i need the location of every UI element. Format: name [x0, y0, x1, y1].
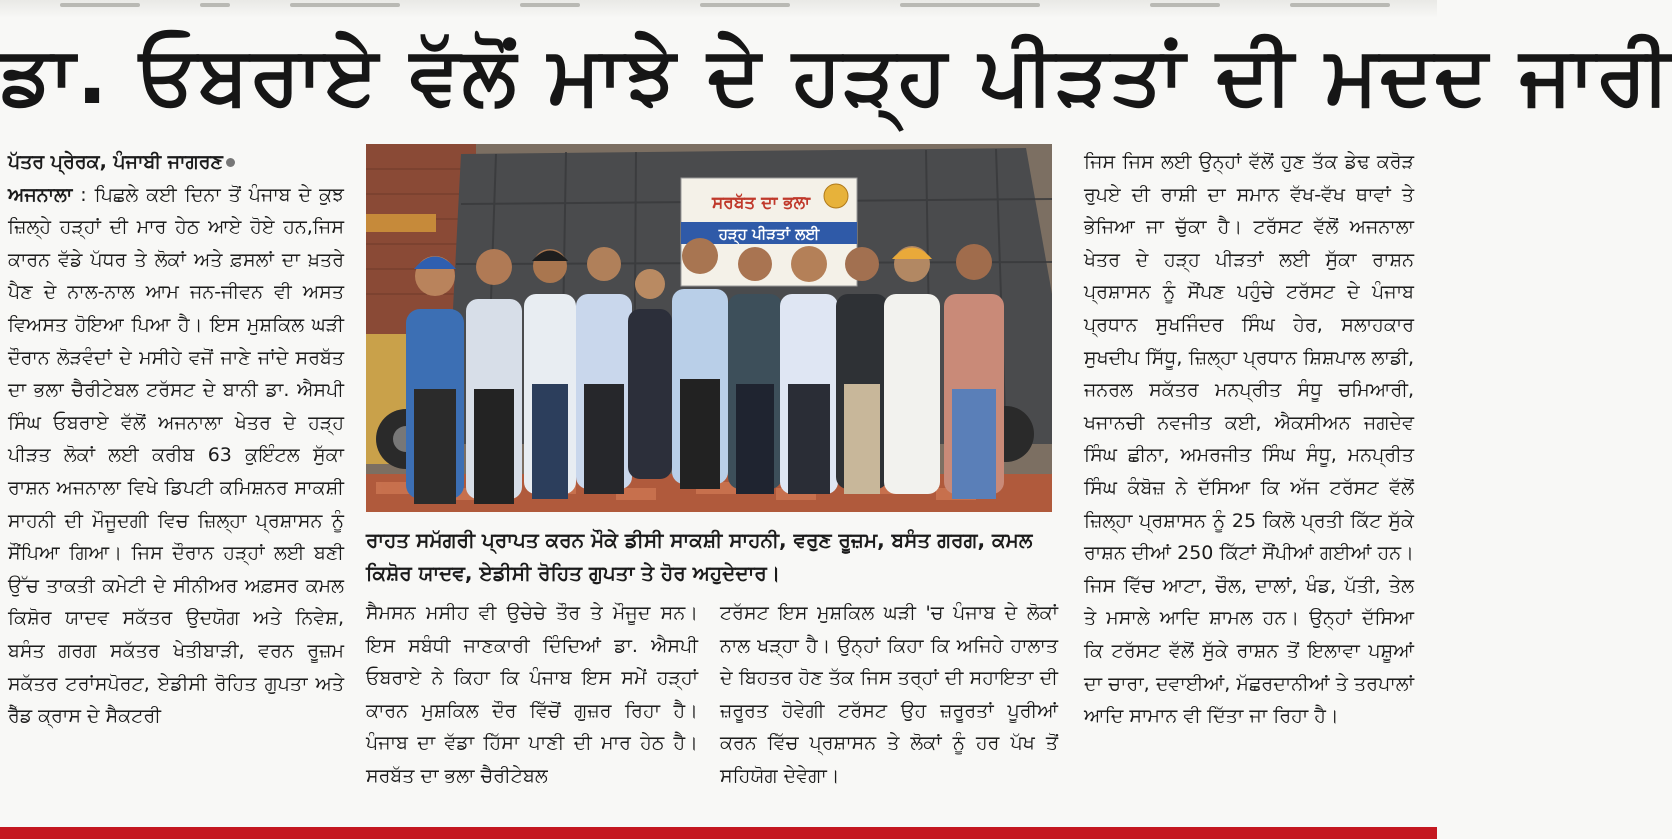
article-column-1: ਪੱਤਰ ਪ੍ਰੇਰਕ, ਪੰਜਾਬੀ ਜਾਗਰਣ ਅਜਨਾਲਾ : ਪਿਛਲੇ ਕਈ ਦਿਨਾ ਤੋਂ ਪੰਜਾਬ ਦੇ ਕੁਝ ਜ਼ਿਲ੍ਹੇ ਹੜ੍ਹਾਂ ਦੀ ਮਾਰ ਹੇਠ ਆਏ ਹੋਏ ਹਨ,ਜਿਸ ਕਾਰਨ ਵੱਡੇ ਪੱਧਰ ਤੇ ਲੋਕਾਂ ਅਤੇ ਫ਼ਸਲਾਂ ਦਾ ਖ਼ਤਰੇ ਪੈਣ ਦੇ ਨਾਲ-ਨਾਲ ਆਮ ਜਨ-ਜੀਵਨ ਵੀ ਅਸਤ ਵਿਅਸਤ ਹੋਇਆ ਪਿਆ ਹੈ। ਇਸ ਮੁਸ਼ਕਿਲ ਘੜੀ ਦੌਰਾਨ ਲੋੜਵੰਦਾਂ ਦੇ ਮਸੀਹੇ ਵਜੋਂ ਜਾਣੇ ਜਾਂਦੇ ਸਰਬੱਤ ਦਾ ਭਲਾ ਚੈਰੀਟੇਬਲ ਟਰੱਸਟ ਦੇ ਬਾਨੀ ਡਾ. ਐਸਪੀ ਸਿੰਘ ਓਬਰਾਏ ਵੱਲੋਂ ਅਜਨਾਲਾ ਖੇਤਰ ਦੇ ਹੜ੍ਹ ਪੀੜਤ ਲੋਕਾਂ ਲਈ ਕਰੀਬ 63 ਕੁਇੰਟਲ ਸੁੱਕਾ ਰਾਸ਼ਨ ਅਜਨਾਲਾ ਵਿਖੇ ਡਿਪਟੀ ਕਮਿਸ਼ਨਰ ਸਾਕਸ਼ੀ ਸਾਹਨੀ ਦੀ ਮੌਜੂਦਗੀ ਵਿਚ ਜ਼ਿਲ੍ਹਾ ਪ੍ਰਸ਼ਾਸਨ ਨੂੰ ਸੌਂਪਿਆ ਗਿਆ। ਜਿਸ ਦੌਰਾਨ ਹੜ੍ਹਾਂ ਲਈ ਬਣੀ ਉੱਚ ਤਾਕਤੀ ਕਮੇਟੀ ਦੇ ਸੀਨੀਅਰ ਅਫ਼ਸਰ ਕਮਲ ਕਿਸ਼ੋਰ ਯਾਦਵ ਸਕੱਤਰ ਉਦਯੋਗ ਅਤੇ ਨਿਵੇਸ਼, ਬਸੰਤ ਗਰਗ ਸਕੱਤਰ ਖੇਤੀਬਾੜੀ, ਵਰਨ ਰੂਜ਼ਮ ਸਕੱਤਰ ਟਰਾਂਸਪੋਰਟ, ਏਡੀਸੀ ਰੋਹਿਤ ਗੁਪਤਾ ਅਤੇ ਰੈੱਡ ਕ੍ਰਾਸ ਦੇ ਸੈਕਟਰੀ [8, 151, 344, 728]
article-column-2: ਸੈਮਸਨ ਮਸੀਹ ਵੀ ਉਚੇਚੇ ਤੌਰ ਤੇ ਮੌਜੂਦ ਸਨ। ਇਸ ਸਬੰਧੀ ਜਾਣਕਾਰੀ ਦਿੰਦਿਆਂ ਡਾ. ਐਸਪੀ ਓਬਰਾਏ ਨੇ ਕਿਹਾ ਕਿ ਪੰਜਾਬ ਇਸ ਸਮੇਂ ਹੜ੍ਹਾਂ ਕਾਰਨ ਮੁਸ਼ਕਿਲ ਦੌਰ ਵਿੱਚੋਂ ਗੁਜ਼ਰ ਰਿਹਾ ਹੈ। ਪੰਜਾਬ ਦਾ ਵੱਡਾ ਹਿੱਸਾ ਪਾਣੀ ਦੀ ਮਾਰ ਹੇਠ ਹੈ। ਸਰਬੱਤ ਦਾ ਭਲਾ ਚੈਰੀਟੇਬਲ [366, 602, 698, 787]
banner-title: ਸਰਬੱਤ ਦਾ ਭਲਾ [711, 193, 811, 213]
bottom-accent-bar [0, 827, 1437, 839]
photo-caption: ਰਾਹਤ ਸਮੱਗਰੀ ਪ੍ਰਾਪਤ ਕਰਨ ਮੌਕੇ ਡੀਸੀ ਸਾਕਸ਼ੀ ਸਾਹਨੀ, ਵਰੁਣ ਰੂਜ਼ਮ, ਬਸੰਤ ਗਰਗ, ਕਮਲ ਕਿਸ਼ੋਰ ਯਾਦਵ, ਏਡੀਸੀ ਰੋਹਿਤ ਗੁਪਤਾ ਤੇ ਹੋਰ ਅਹੁਦੇਦਾਰ। [366, 528, 1033, 585]
article-column-4: ਜਿਸ ਜਿਸ ਲਈ ਉਨ੍ਹਾਂ ਵੱਲੋਂ ਹੁਣ ਤੱਕ ਡੇਢ ਕਰੋੜ ਰੁਪਏ ਦੀ ਰਾਸ਼ੀ ਦਾ ਸਮਾਨ ਵੱਖ-ਵੱਖ ਥਾਵਾਂ ਤੇ ਭੇਜਿਆ ਜਾ ਚੁੱਕਾ ਹੈ। ਟਰੱਸਟ ਵੱਲੋਂ ਅਜਨਾਲਾ ਖੇਤਰ ਦੇ ਹੜ੍ਹ ਪੀੜਤਾਂ ਲਈ ਸੁੱਕਾ ਰਾਸ਼ਨ ਪ੍ਰਸ਼ਾਸਨ ਨੂੰ ਸੌਂਪਣ ਪਹੁੰਚੇ ਟਰੱਸਟ ਦੇ ਪੰਜਾਬ ਪ੍ਰਧਾਨ ਸੁਖਜਿੰਦਰ ਸਿੰਘ ਹੇਰ, ਸਲਾਹਕਾਰ ਸੁਖਦੀਪ ਸਿੱਧੂ, ਜ਼ਿਲ੍ਹਾ ਪ੍ਰਧਾਨ ਸ਼ਿਸ਼ਪਾਲ ਲਾਡੀ, ਜਨਰਲ ਸਕੱਤਰ ਮਨਪ੍ਰੀਤ ਸੰਧੂ ਚਮਿਆਰੀ, ਖਜਾਨਚੀ ਨਵਜੀਤ ਕਈ, ਐਕਸੀਅਨ ਜਗਦੇਵ ਸਿੰਘ ਛੀਨਾ, ਅਮਰਜੀਤ ਸਿੰਘ ਸੰਧੂ, ਮਨਪ੍ਰੀਤ ਸਿੰਘ ਕੰਬੋਜ਼ ਨੇ ਦੱਸਿਆ ਕਿ ਅੱਜ ਟਰੱਸਟ ਵੱਲੋਂ ਜ਼ਿਲ੍ਹਾ ਪ੍ਰਸ਼ਾਸਨ ਨੂੰ 25 ਕਿਲੋ ਪ੍ਰਤੀ ਕਿੱਟ ਸੁੱਕੇ ਰਾਸ਼ਨ ਦੀਆਂ 250 ਕਿੱਟਾਂ ਸੌਂਪੀਆਂ ਗਈਆਂ ਹਨ। ਜਿਸ ਵਿੱਚ ਆਟਾ, ਚੌਲ, ਦਾਲਾਂ, ਖੰਡ, ਪੱਤੀ, ਤੇਲ ਤੇ ਮਸਾਲੇ ਆਦਿ ਸ਼ਾਮਲ ਹਨ। ਉਨ੍ਹਾਂ ਦੱਸਿਆ ਕਿ ਟਰੱਸਟ ਵੱਲੋਂ ਸੁੱਕੇ ਰਾਸ਼ਨ ਤੋਂ ਇਲਾਵਾ ਪਸ਼ੂਆਂ ਦਾ ਚਾਰਾ, ਦਵਾਈਆਂ, ਮੱਛਰਦਾਨੀਆਂ ਤੇ ਤਰਪਾਲਾਂ ਆਦਿ ਸਾਮਾਨ ਵੀ ਦਿੱਤਾ ਜਾ ਰਿਹਾ ਹੈ। [1084, 151, 1414, 728]
banner-subtitle: ਹੜ੍ਹ ਪੀੜਤਾਂ ਲਈ [718, 225, 820, 243]
bullet-dot-icon [226, 158, 235, 167]
headline: ਡਾ. ਓਬਰਾਏ ਵੱਲੋਂ ਮਾਝੇ ਦੇ ਹੜ੍ਹ ਪੀੜਤਾਂ ਦੀ ਮਦਦ ਜਾਰੀ [0, 29, 1672, 122]
photo-illustration [366, 144, 1052, 512]
previous-article-strip [0, 0, 1437, 18]
byline: ਪੱਤਰ ਪ੍ਰੇਰਕ, ਪੰਜਾਬੀ ਜਾਗਰਣ [8, 151, 223, 173]
news-photo [366, 144, 1052, 512]
dateline: ਅਜਨਾਲਾ [8, 183, 73, 206]
article-column-3: ਟਰੱਸਟ ਇਸ ਮੁਸ਼ਕਿਲ ਘੜੀ 'ਚ ਪੰਜਾਬ ਦੇ ਲੋਕਾਂ ਨਾਲ ਖੜ੍ਹਾ ਹੈ। ਉਨ੍ਹਾਂ ਕਿਹਾ ਕਿ ਅਜਿਹੇ ਹਾਲਾਤ ਦੇ ਬਿਹਤਰ ਹੋਣ ਤੱਕ ਜਿਸ ਤਰ੍ਹਾਂ ਦੀ ਸਹਾਇਤਾ ਦੀ ਜ਼ਰੂਰਤ ਹੋਵੇਗੀ ਟਰੱਸਟ ਉਹ ਜ਼ਰੂਰਤਾਂ ਪੂਰੀਆਂ ਕਰਨ ਵਿੱਚ ਪ੍ਰਸ਼ਾਸਨ ਤੇ ਲੋਕਾਂ ਨੂੰ ਹਰ ਪੱਖ ਤੋਂ ਸਹਿਯੋਗ ਦੇਵੇਗਾ। [720, 602, 1058, 787]
article-text-col1: ਪਿਛਲੇ ਕਈ ਦਿਨਾ ਤੋਂ ਪੰਜਾਬ ਦੇ ਕੁਝ ਜ਼ਿਲ੍ਹੇ ਹੜ੍ਹਾਂ ਦੀ ਮਾਰ ਹੇਠ ਆਏ ਹੋਏ ਹਨ,ਜਿਸ ਕਾਰਨ ਵੱਡੇ ਪੱਧਰ ਤੇ ਲੋਕਾਂ ਅਤੇ ਫ਼ਸਲਾਂ ਦਾ ਖ਼ਤਰੇ ਪੈਣ ਦੇ ਨਾਲ-ਨਾਲ ਆਮ ਜਨ-ਜੀਵਨ ਵੀ ਅਸਤ ਵਿਅਸਤ ਹੋਇਆ ਪਿਆ ਹੈ। ਇਸ ਮੁਸ਼ਕਿਲ ਘੜੀ ਦੌਰਾਨ ਲੋੜਵੰਦਾਂ ਦੇ ਮਸੀਹੇ ਵਜੋਂ ਜਾਣੇ ਜਾਂਦੇ ਸਰਬੱਤ ਦਾ ਭਲਾ ਚੈਰੀਟੇਬਲ ਟਰੱਸਟ ਦੇ ਬਾਨੀ ਡਾ. ਐਸਪੀ ਸਿੰਘ ਓਬਰਾਏ ਵੱਲੋਂ ਅਜਨਾਲਾ ਖੇਤਰ ਦੇ ਹੜ੍ਹ ਪੀੜਤ ਲੋਕਾਂ ਲਈ ਕਰੀਬ 63 ਕੁਇੰਟਲ ਸੁੱਕਾ ਰਾਸ਼ਨ ਅਜਨਾਲਾ ਵਿਖੇ ਡਿਪਟੀ ਕਮਿਸ਼ਨਰ ਸਾਕਸ਼ੀ ਸਾਹਨੀ ਦੀ ਮੌਜੂਦਗੀ ਵਿਚ ਜ਼ਿਲ੍ਹਾ ਪ੍ਰਸ਼ਾਸਨ ਨੂੰ ਸੌਂਪਿਆ ਗਿਆ। ਜਿਸ ਦੌਰਾਨ ਹੜ੍ਹਾਂ ਲਈ ਬਣੀ ਉੱਚ ਤਾਕਤੀ ਕਮੇਟੀ ਦੇ ਸੀਨੀਅਰ ਅਫ਼ਸਰ ਕਮਲ ਕਿਸ਼ੋਰ ਯਾਦਵ ਸਕੱਤਰ ਉਦਯੋਗ ਅਤੇ ਨਿਵੇਸ਼, ਬਸੰਤ ਗਰਗ ਸਕੱਤਰ ਖੇਤੀਬਾੜੀ, ਵਰਨ ਰੂਜ਼ਮ ਸਕੱਤਰ ਟਰਾਂਸਪੋਰਟ, ਏਡੀਸੀ ਰੋਹਿਤ ਗੁਪਤਾ ਅਤੇ ਰੈੱਡ ਕ੍ਰਾਸ ਦੇ ਸੈਕਟਰੀ [8, 183, 344, 728]
